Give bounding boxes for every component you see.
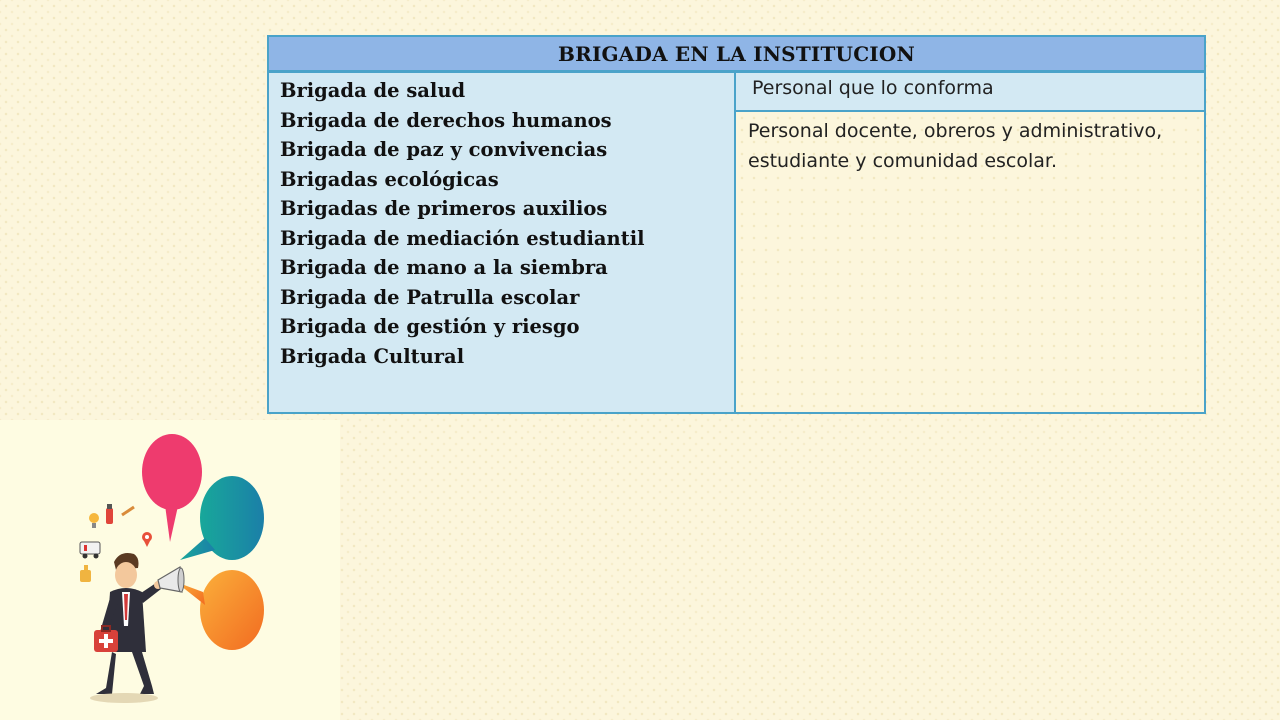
- megaphone-man-icon: [0, 420, 340, 720]
- personnel-description: Personal docente, obreros y administrativo, estudiante y comunidad escolar.: [736, 112, 1204, 412]
- brigade-item: Brigadas ecológicas: [280, 167, 499, 191]
- table-title: BRIGADA EN LA INSTITUCION: [269, 37, 1204, 73]
- speech-bubble-icon: [142, 434, 202, 542]
- brigade-item: Brigada de mano a la siembra: [280, 256, 608, 279]
- location-pin-icon: [142, 532, 152, 547]
- brigade-item: Brigada de Patrulla escolar: [280, 285, 580, 309]
- brigade-item: Brigada Cultural: [280, 344, 465, 368]
- brigade-item: Brigada de gestión y riesgo: [280, 315, 580, 338]
- brigade-item: Brigada de derechos humanos: [280, 108, 612, 132]
- fire-extinguisher-icon: [106, 504, 113, 524]
- thumbs-up-icon: [80, 565, 91, 582]
- brigade-list-cell: [269, 73, 736, 412]
- brigade-item: Brigadas de primeros auxilios: [280, 197, 608, 220]
- man-figure-icon: [90, 553, 184, 703]
- brigade-table: [267, 35, 1206, 414]
- idea-bulb-icon: [89, 513, 99, 528]
- wrench-icon: [122, 507, 134, 515]
- personnel-header: Personal que lo conforma: [736, 73, 1204, 112]
- brigade-item: Brigada de salud: [280, 79, 466, 102]
- brigade-list: [280, 76, 734, 371]
- brigade-item: Brigada de mediación estudiantil: [280, 226, 645, 250]
- speech-bubble-icon: [176, 570, 264, 650]
- ambulance-icon: [80, 542, 100, 559]
- brigade-item: Brigada de paz y convivencias: [280, 138, 608, 161]
